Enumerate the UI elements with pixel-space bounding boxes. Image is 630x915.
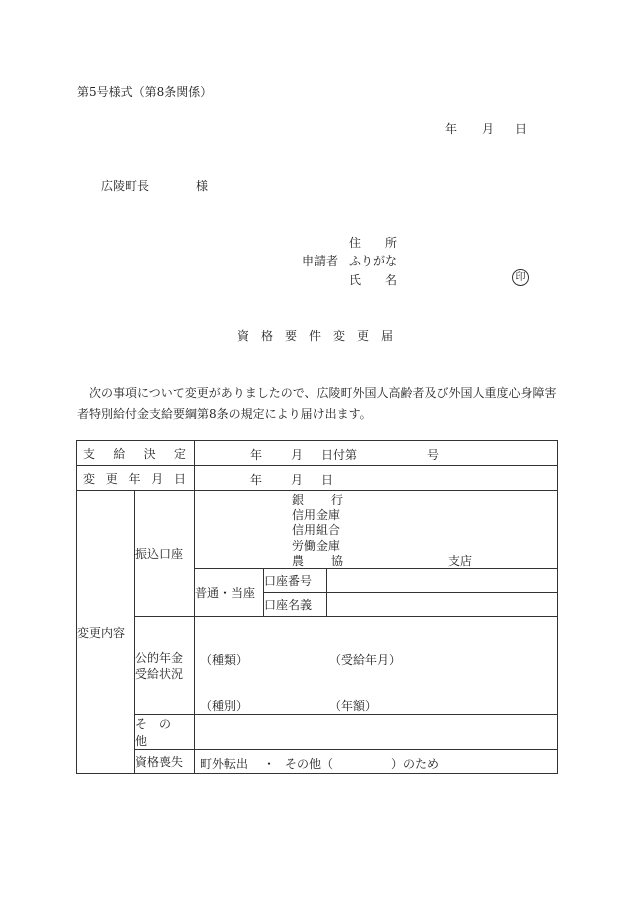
title-char: 届 (381, 329, 394, 343)
account-type-cell[interactable]: 普通・当座 (195, 569, 264, 617)
payment-decision-value[interactable]: 年 月 日付第 号 (195, 441, 558, 466)
row-label-change-date: 変 更 年 月 日 (77, 466, 195, 491)
addressee-honorific: 様 (196, 179, 209, 193)
address-label-2: 所 (385, 236, 398, 250)
account-number-input[interactable] (327, 569, 558, 593)
body-line-2: 者特別給付金支給要綱第8条の規定により届け出ます。 (77, 407, 372, 421)
other-value[interactable] (195, 715, 558, 750)
change-contents-label: 変更内容 (77, 491, 135, 774)
title-char: 要 (285, 329, 298, 343)
financial-institution-cell[interactable]: 銀 行 信用金庫 信用組合 労働金庫 農 協 支店 (195, 491, 558, 569)
name-label-2: 名 (385, 273, 398, 287)
body-line-1: 次の事項について変更がありましたので、広陵町外国人高齢者及び外国人重度心身障害 (89, 386, 557, 400)
pension-status-label: 公的年金 受給状況 (135, 617, 195, 715)
date-day-label: 日 (515, 122, 528, 136)
address-label-1: 住 (349, 236, 362, 250)
applicant-role-label: 申請者 (302, 254, 339, 268)
title-char: 更 (357, 329, 370, 343)
account-name-input[interactable] (327, 593, 558, 617)
change-date-value[interactable]: 年 月 日 (195, 466, 558, 491)
addressee-name: 広陵町長 (101, 179, 150, 193)
furigana-label: ふりがな (349, 254, 398, 268)
row-label-payment-decision: 支 給 決 定 (77, 441, 195, 466)
body-paragraph (77, 383, 557, 425)
seal-mark: 印 (512, 269, 529, 286)
name-label-1: 氏 (349, 273, 362, 287)
date-year-label: 年 (445, 122, 458, 136)
disqualification-value[interactable]: 町外転出 ・ その他（ ）のため (195, 750, 558, 774)
pension-status-value[interactable]: （種類） （受給年月） （種別） （年額） (195, 617, 558, 715)
form-id: 第5号様式（第8条関係） (77, 85, 213, 99)
disqualification-label: 資格喪失 (135, 750, 195, 774)
title-char: 資 (237, 329, 250, 343)
change-form-table (76, 440, 558, 774)
date-month-label: 月 (482, 122, 495, 136)
title-char: 格 (261, 329, 274, 343)
transfer-account-label: 振込口座 (135, 491, 195, 617)
account-name-label: 口座名義 (264, 593, 327, 617)
account-number-label: 口座番号 (264, 569, 327, 593)
other-label: そ の 他 (135, 715, 195, 750)
title-char: 変 (333, 329, 346, 343)
title-char: 件 (309, 329, 322, 343)
